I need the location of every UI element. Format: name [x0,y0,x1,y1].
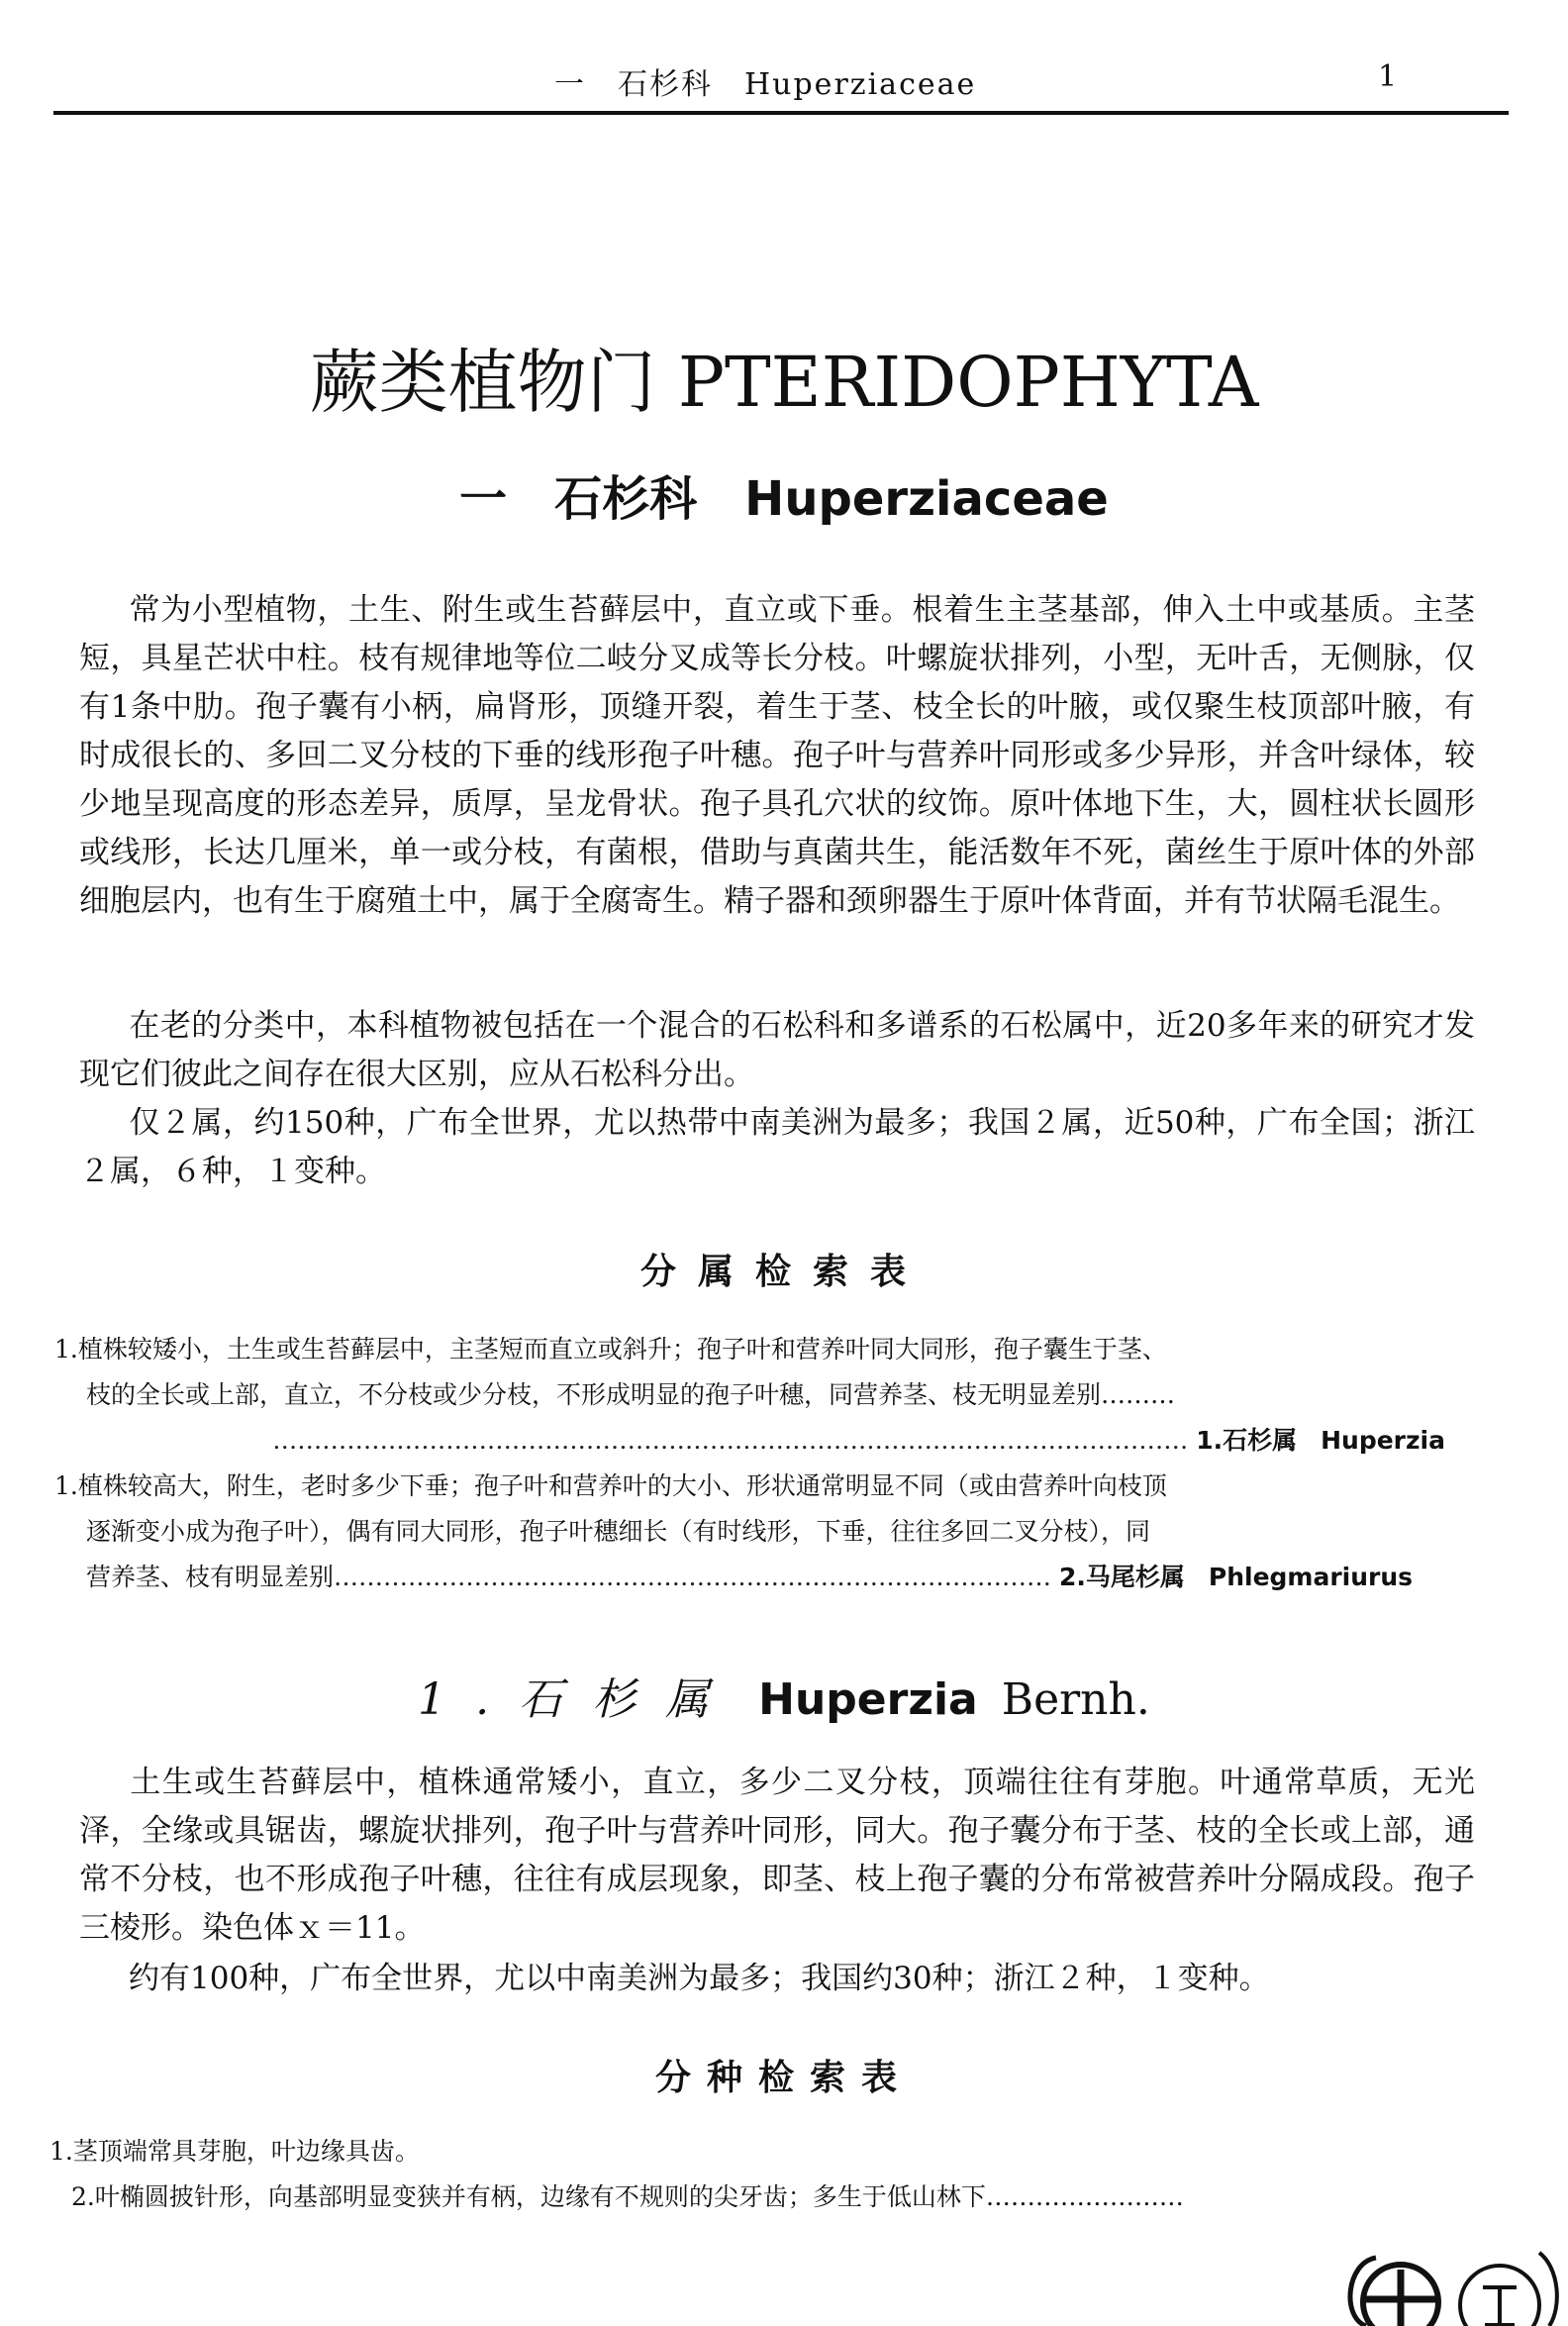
header-rule [53,111,1509,115]
genus-title-latin: Huperzia [758,1674,978,1725]
division-title: 蕨类植物门 PTERIDOPHYTA [309,342,1259,423]
genus-description-paragraph: 土生或生苔藓层中，植株通常矮小，直立，多少二叉分枝，顶端往往有芽胞。叶通常草质，无光泽，全缘或具锯齿，螺旋状排列，孢子叶与营养叶同形，同大。孢子囊分布于茎、枝的全长或上部，通常不分枝，也不形成孢子叶穗，往往有成层现象，即茎、枝上孢子囊的分布常被营养叶分隔成段。孢子三棱形。染色体ｘ＝11。 [79,1765,1475,1946]
genus-distribution-paragraph: 约有100种，广布全世界，尤以中南美洲为最多；我国约30种；浙江２种，１变种。 [129,1961,1270,1996]
genus-key-lead-1-line-2: 枝的全长或上部，直立，不分枝或少分枝，不形成明显的孢子叶穗，同营养茎、枝无明显差别……… [86,1380,1176,1409]
library-stamp-icon [1336,2228,1564,2326]
genus-key-result-latin: Huperzia [1321,1426,1445,1455]
genus-title [0,1664,1568,1727]
genus-key-heading: 分属检索表 [639,1252,928,1292]
genus-title-author: Bernh. [1001,1674,1150,1725]
running-header-title: 一 石杉科 Huperziaceae [554,67,977,102]
genus-key-result-name: 1.石杉属 [1196,1426,1298,1455]
genus-key-lead-2-line-1: 1.植株较高大，附生，老时多少下垂；孢子叶和营养叶的大小、形状通常明显不同（或由营养叶向枝顶 [54,1471,1167,1500]
species-key-lead-1: 1.茎顶端常具芽胞，叶边缘具齿。 [49,2137,420,2166]
genus-key-lead-1-line-1: 1.植株较矮小，土生或生苔藓层中，主茎短而直立或斜升；孢子叶和营养叶同大同形，孢子囊生于茎、 [54,1335,1167,1364]
species-key-lead-2: 2.叶椭圆披针形，向基部明显变狭并有柄，边缘有不规则的尖牙齿；多生于低山林下…………………… [71,2182,1184,2211]
genus-key-lead-2-line-2: 逐渐变小成为孢子叶），偶有同大同形，孢子叶穗细长（有时线形，下垂，往往多回二叉分枝），同 [86,1517,1151,1546]
page-number: 1 [1378,59,1398,94]
genus-title-chinese: 1.石杉属 [418,1674,739,1725]
species-key [49,2129,1440,2220]
genus-key-result-latin: Phlegmariurus [1208,1563,1414,1591]
genus-key-lead-1-result: ………………………………………………………………………………………………… 1.石杉属 Huperzia [272,1426,1445,1455]
family-classification-paragraph: 在老的分类中，本科植物被包括在一个混合的石松科和多谱系的石松属中，近20多年来的研究才发现它们彼此之间存在很大区别，应从石松科分出。 [79,1008,1475,1092]
genus-key-result-name: 2.马尾杉属 [1058,1563,1185,1591]
family-distribution-paragraph: 仅２属，约150种，广布全世界，尤以热带中南美洲为最多；我国２属，近50种，广布全国；浙江２属，６种，１变种。 [79,1105,1475,1189]
family-title: 一 石杉科 Huperziaceae [459,471,1109,527]
species-key-heading: 分种检索表 [654,2058,913,2098]
family-description-paragraph: 常为小型植物，土生、附生或生苔藓层中，直立或下垂。根着生主茎基部，伸入土中或基质。主茎短，具星芒状中柱。枝有规律地等位二岐分叉成等长分枝。叶螺旋状排列，小型，无叶舌，无侧脉，仅有1条中肋。孢子囊有小柄，扁肾形，顶缝开裂，着生于茎、枝全长的叶腋，或仅聚生枝顶部叶腋，有时成很长的、多回二叉分枝的下垂的线形孢子叶穗。孢子叶与营养叶同形或多少异形，并含叶绿体，较少地呈现高度的形态差异，质厚，呈龙骨状。孢子具孔穴状的纹饰。原叶体地下生，大，圆柱状长圆形或线形，长达几厘米，单一或分枝，有菌根，借助与真菌共生，能活数年不死，菌丝生于原叶体的外部细胞层内，也有生于腐殖土中，属于全腐寄生。精子器和颈卵器生于原叶体背面，并有节状隔毛混生。 [79,592,1475,919]
genus-key-lead-2-line-3: 营养茎、枝有明显差别…………………………………………………………………………… 2.马尾杉属 Phlegmariurus [86,1563,1414,1591]
genus-key [54,1327,1445,1600]
